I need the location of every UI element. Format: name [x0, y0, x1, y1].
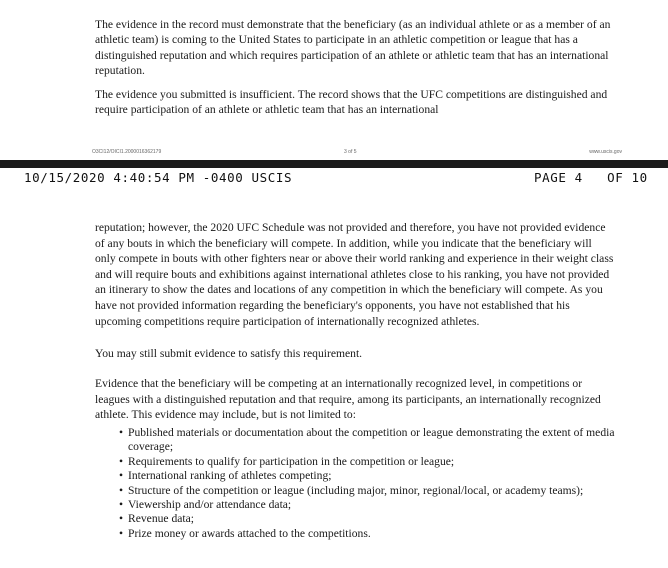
list-item-text: Prize money or awards attached to the competitions. [128, 526, 371, 540]
list-item-text: Requirements to qualify for participation in the competition or league; [128, 454, 455, 468]
list-item [119, 512, 619, 526]
current-page-paragraph-2: You may still submit evidence to satisfy this requirement. [95, 347, 363, 360]
list-item-text: Published materials or documentation about the competition or league demonstrating the extent of media coverage; [128, 426, 615, 454]
list-item [119, 498, 619, 512]
bullet-icon: • [119, 469, 124, 483]
footer-website: www.uscis.gov [589, 149, 622, 155]
bullet-icon: • [119, 454, 124, 468]
fax-header-stamp [0, 168, 668, 186]
footer-page-number: 3 of 5 [344, 149, 357, 155]
list-item [119, 527, 619, 541]
list-item-text: Structure of the competition or league (including major, minor, regional/local, or academy teams); [128, 483, 584, 497]
footer-receipt-code: O3CI12/OICI1.2000016362179 [92, 149, 162, 155]
page-divider [0, 160, 668, 168]
stamp-page-label: PAGE 4 OF 10 [534, 170, 648, 185]
list-item [119, 469, 619, 483]
list-item-text: Viewership and/or attendance data; [128, 498, 292, 512]
current-page-section [0, 186, 668, 568]
bullet-icon: • [119, 426, 124, 439]
previous-page-paragraph-2: The evidence you submitted is insufficient. The record shows that the UFC competitions are distinguished and require participation of an athlete or athletic team that has an international [95, 88, 608, 117]
list-item-text: International ranking of athletes competing; [128, 469, 332, 483]
bullet-icon: • [119, 526, 124, 540]
bullet-icon: • [119, 512, 124, 526]
bullet-icon: • [119, 498, 124, 512]
list-item [119, 455, 619, 469]
list-item [119, 484, 619, 498]
bullet-icon: • [119, 483, 124, 497]
current-page-paragraph-1: reputation; however, the 2020 UFC Schedule was not provided and therefore, you have not provided evidence of any bouts in which the beneficiary will compete. In addition, while you indicate that the beneficiary will only compete in bouts with other fighters near or above their world ranking and experience in their weight class and will require bouts and exhibitions against international athletes close to his ranking, you have not provided an itinerary to show the dates and locations of any competition in which the beneficiary will compete. As you have not provided information regarding the beneficiary's opponents, you have not established that his upcoming competitions require participation of internationally recognized athletes. [95, 221, 614, 328]
current-page-paragraph-3: Evidence that the beneficiary will be competing at an internationally recognized level, in competitions or leagues with a distinguished reputation and that require, among its participants, an internationally recognized athlete. This evidence may include, but is not limited to: [95, 377, 601, 422]
page-footer [92, 149, 622, 159]
evidence-list [119, 426, 619, 541]
previous-page-paragraph-1: The evidence in the record must demonstrate that the beneficiary (as an individual athlete or as a member of an athletic team) is coming to the United States to participate in an athletic competition or league that has a distinguished reputation and which requires participation of an athlete or athletic team that has an international reputation. [95, 18, 611, 78]
list-item-text: Revenue data; [128, 512, 194, 526]
previous-page-section [0, 0, 668, 160]
list-item [119, 426, 619, 455]
stamp-datetime: 10/15/2020 4:40:54 PM -0400 USCIS [24, 170, 293, 185]
